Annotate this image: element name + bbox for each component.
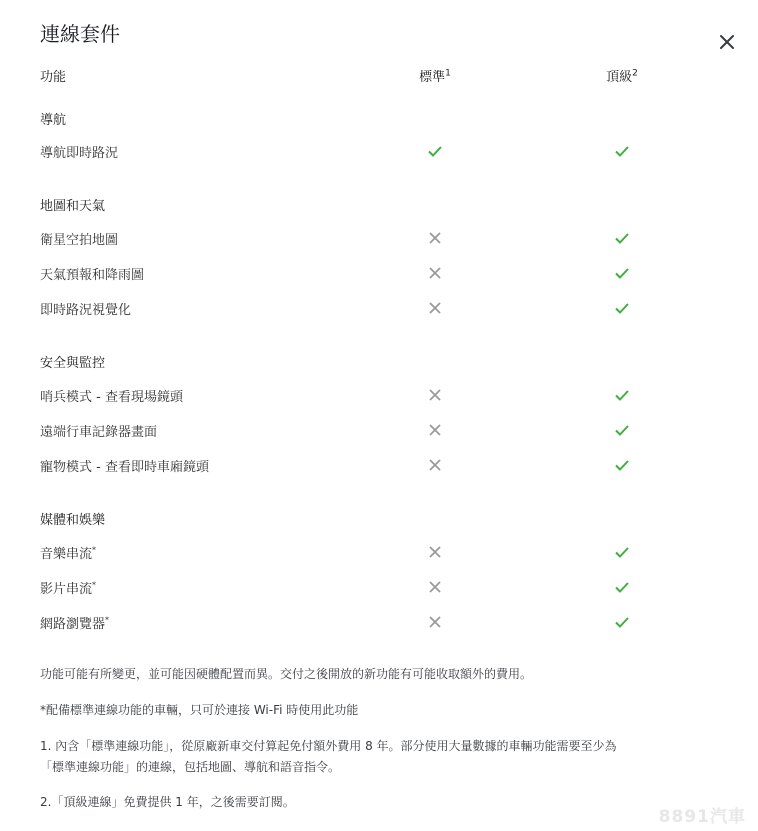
footnote-1-line-2: 「標準連線功能」的連線，包括地圖、導航和語音指令。 <box>40 760 341 774</box>
check-icon <box>614 387 630 403</box>
feature-label: 遠端行車記錄器畫面 <box>40 425 158 440</box>
cross-icon <box>427 544 443 560</box>
feature-label: 音樂串流* <box>40 545 97 562</box>
feature-label: 網路瀏覽器* <box>40 615 110 632</box>
footnote-star: *配備標準連線功能的車輛，只可於連接 Wi-Fi 時使用此功能 <box>40 703 359 717</box>
table-row <box>0 610 758 634</box>
check-icon <box>614 265 630 281</box>
table-row <box>0 540 758 564</box>
feature-label: 衛星空拍地圖 <box>40 233 119 248</box>
footnote-general: 功能可能有所變更，並可能因硬體配置而異。交付之後開放的新功能有可能收取額外的費用。 <box>40 667 533 681</box>
cross-icon <box>427 422 443 438</box>
check-icon <box>614 614 630 630</box>
cross-icon <box>427 457 443 473</box>
check-icon <box>614 457 630 473</box>
check-icon <box>614 422 630 438</box>
check-icon <box>614 300 630 316</box>
premium-label: 頂級 <box>606 70 633 85</box>
section-maps-title: 地圖和天氣 <box>40 199 106 214</box>
footnote-1-line-1: 1. 內含「標準連線功能」，從原廠新車交付算起免付額外費用 8 年。部分使用大量數據的車輛功能需要至少為 <box>40 739 617 753</box>
feature-label: 哨兵模式 - 查看現場鏡頭 <box>40 390 183 405</box>
watermark-logo: 8891汽車 <box>658 807 746 827</box>
standard-label: 標準 <box>419 70 446 85</box>
column-header-premium <box>606 66 638 85</box>
cross-icon <box>427 579 443 595</box>
premium-note-marker: 2 <box>632 68 638 79</box>
check-icon <box>427 143 443 159</box>
table-row <box>0 383 758 407</box>
close-icon[interactable] <box>715 30 739 54</box>
check-icon <box>614 143 630 159</box>
standard-note-marker: 1 <box>445 68 451 79</box>
cross-icon <box>427 265 443 281</box>
feature-label: 天氣預報和降雨圖 <box>40 268 145 283</box>
table-row <box>0 139 758 163</box>
cross-icon <box>427 230 443 246</box>
check-icon <box>614 544 630 560</box>
section-security-title: 安全與監控 <box>40 356 106 371</box>
feature-label: 寵物模式 - 查看即時車廂鏡頭 <box>40 460 209 475</box>
feature-label: 影片串流* <box>40 580 97 597</box>
check-icon <box>614 579 630 595</box>
table-row <box>0 226 758 250</box>
table-row <box>0 296 758 320</box>
check-icon <box>614 230 630 246</box>
cross-icon <box>427 300 443 316</box>
dialog-title: 連線套件 <box>40 22 120 46</box>
table-row <box>0 418 758 442</box>
table-row <box>0 575 758 599</box>
section-media-title: 媒體和娛樂 <box>40 513 106 528</box>
section-navigation-title: 導航 <box>40 113 67 128</box>
table-row <box>0 453 758 477</box>
column-header-feature: 功能 <box>40 70 67 85</box>
feature-label: 即時路況視覺化 <box>40 303 132 318</box>
table-row <box>0 261 758 285</box>
cross-icon <box>427 387 443 403</box>
cross-icon <box>427 614 443 630</box>
feature-label: 導航即時路況 <box>40 146 119 161</box>
footnote-2: 2.「頂級連線」免費提供 1 年，之後需要訂閱。 <box>40 795 295 809</box>
column-header-standard <box>419 66 451 85</box>
